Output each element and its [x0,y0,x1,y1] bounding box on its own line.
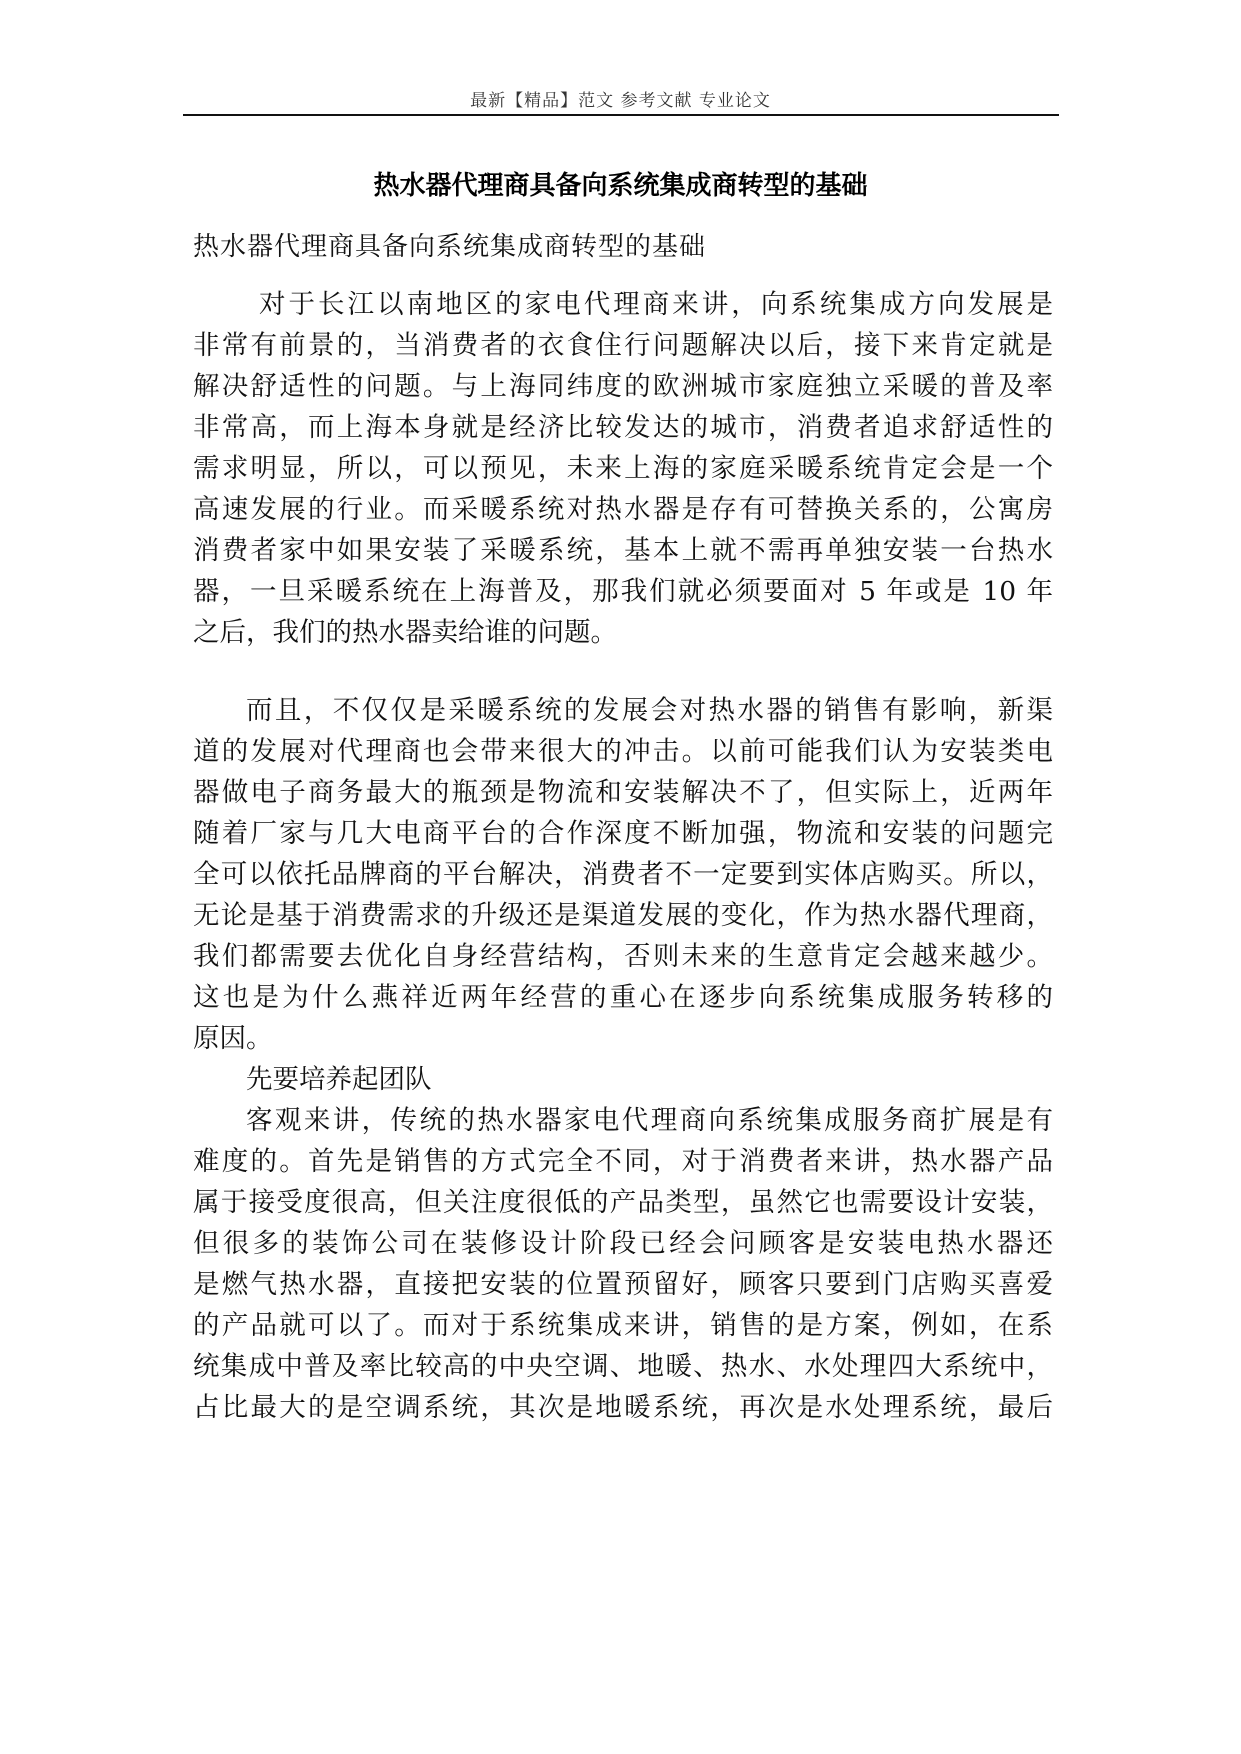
paragraph-line: 非常有前景的，当消费者的衣食住行问题解决以后，接下来肯定就是 [193,330,1053,361]
paragraph-line: 非常高，而上海本身就是经济比较发达的城市，消费者追求舒适性的 [193,412,1053,443]
paragraph-line: 之后，我们的热水器卖给谁的问题。 [193,617,617,648]
paragraph-line: 占比最大的是空调系统，其次是地暖系统，再次是水处理系统，最后 [193,1392,1053,1423]
paragraph-line: 对于长江以南地区的家电代理商来讲，向系统集成方向发展是 [259,289,1053,320]
paragraph-line: 随着厂家与几大电商平台的合作深度不断加强，物流和安装的问题完 [193,818,1053,849]
paragraph-line: 这也是为什么燕祥近两年经营的重心在逐步向系统集成服务转移的 [193,982,1053,1013]
paragraph-line: 我们都需要去优化自身经营结构，否则未来的生意肯定会越来越少。 [193,941,1053,972]
paragraph-line: 的产品就可以了。而对于系统集成来讲，销售的是方案，例如，在系 [193,1310,1053,1341]
header-divider [183,114,1059,116]
paragraph-line: 属于接受度很高，但关注度很低的产品类型，虽然它也需要设计安装， [193,1187,1053,1218]
document-subtitle: 热水器代理商具备向系统集成商转型的基础 [193,232,707,262]
paragraph-3 [193,1100,1053,1428]
paragraph-line: 但很多的装饰公司在装修设计阶段已经会问顾客是安装电热水器还 [193,1228,1053,1259]
paragraph-line: 难度的。首先是销售的方式完全不同，对于消费者来讲，热水器产品 [193,1146,1053,1177]
paragraph-line: 客观来讲，传统的热水器家电代理商向系统集成服务商扩展是有 [246,1105,1053,1136]
paragraph-line: 器做电子商务最大的瓶颈是物流和安装解决不了，但实际上，近两年 [193,777,1053,808]
section-heading-block [193,1059,1053,1100]
paragraph-line: 统集成中普及率比较高的中央空调、地暖、热水、水处理四大系统中， [193,1351,1053,1382]
paragraph-line: 高速发展的行业。而采暖系统对热水器是存有可替换关系的，公寓房 [193,494,1053,525]
paragraph-line: 道的发展对代理商也会带来很大的冲击。以前可能我们认为安装类电 [193,736,1053,767]
paragraph-2 [193,690,1053,1059]
paragraph-line: 全可以依托品牌商的平台解决，消费者不一定要到实体店购买。所以， [193,859,1053,890]
paragraph-line: 需求明显，所以，可以预见，未来上海的家庭采暖系统肯定会是一个 [193,453,1053,484]
paragraph-line: 无论是基于消费需求的升级还是渠道发展的变化，作为热水器代理商， [193,900,1053,931]
page-header: 最新【精品】范文 参考文献 专业论文 [470,91,771,111]
paragraph-line: 是燃气热水器，直接把安装的位置预留好，顾客只要到门店购买喜爱 [193,1269,1053,1300]
paragraph-1 [193,284,1053,653]
paragraph-line: 解决舒适性的问题。与上海同纬度的欧洲城市家庭独立采暖的普及率 [193,371,1053,402]
paragraph-line: 而且，不仅仅是采暖系统的发展会对热水器的销售有影响，新渠 [246,695,1053,726]
paragraph-line: 原因。 [193,1023,273,1054]
paragraph-line: 消费者家中如果安装了采暖系统，基本上就不需再单独安装一台热水 [193,535,1053,566]
section-heading: 先要培养起团队 [246,1064,432,1095]
paragraph-line: 器，一旦采暖系统在上海普及，那我们就必须要面对 5 年或是 10 年 [193,576,1053,607]
document-title: 热水器代理商具备向系统集成商转型的基础 [373,171,868,201]
